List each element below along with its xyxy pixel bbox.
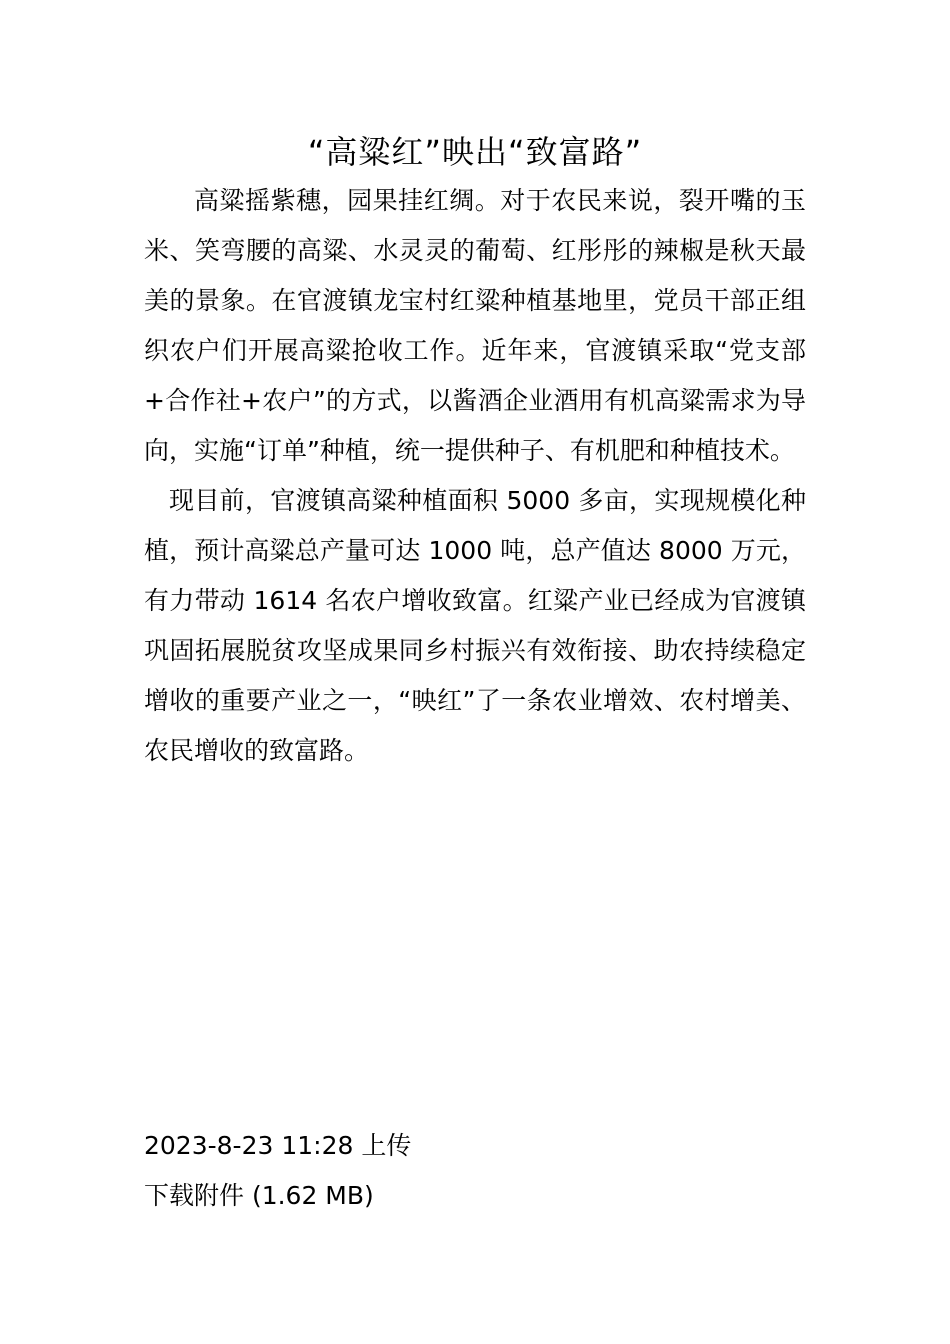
article-body: [144, 176, 806, 776]
download-attachment-link[interactable]: 下载附件 (1.62 MB): [144, 1181, 374, 1210]
upload-timestamp: 2023-8-23 11:28 上传: [144, 1131, 412, 1160]
article-title: “高粱红”映出“致富路”: [307, 133, 643, 171]
article-paragraph-1: 高粱摇紫穗，园果挂红绸。对于农民来说，裂开嘴的玉米、笑弯腰的高粱、水灵灵的葡萄、红彤彤的辣椒是秋天最美的景象。在官渡镇龙宝村红粱种植基地里，党员干部正组织农户们开展高粱抢收工作。近年来，官渡镇采取“党支部+合作社+农户”的方式，以酱酒企业酒用有机高粱需求为导向，实施“订单”种植，统一提供种子、有机肥和种植技术。: [144, 186, 806, 465]
article-paragraph-2: 现目前，官渡镇高粱种植面积 5000 多亩，实现规模化种植，预计高粱总产量可达 1000 吨，总产值达 8000 万元，有力带动 1614 名农户增收致富。红粱产业已经成为官渡镇巩固拓展脱贫攻坚成果同乡村振兴有效衔接、助农持续稳定增收的重要产业之一，“映红”了一条农业增效、农村增美、农民增收的致富路。: [144, 486, 806, 765]
